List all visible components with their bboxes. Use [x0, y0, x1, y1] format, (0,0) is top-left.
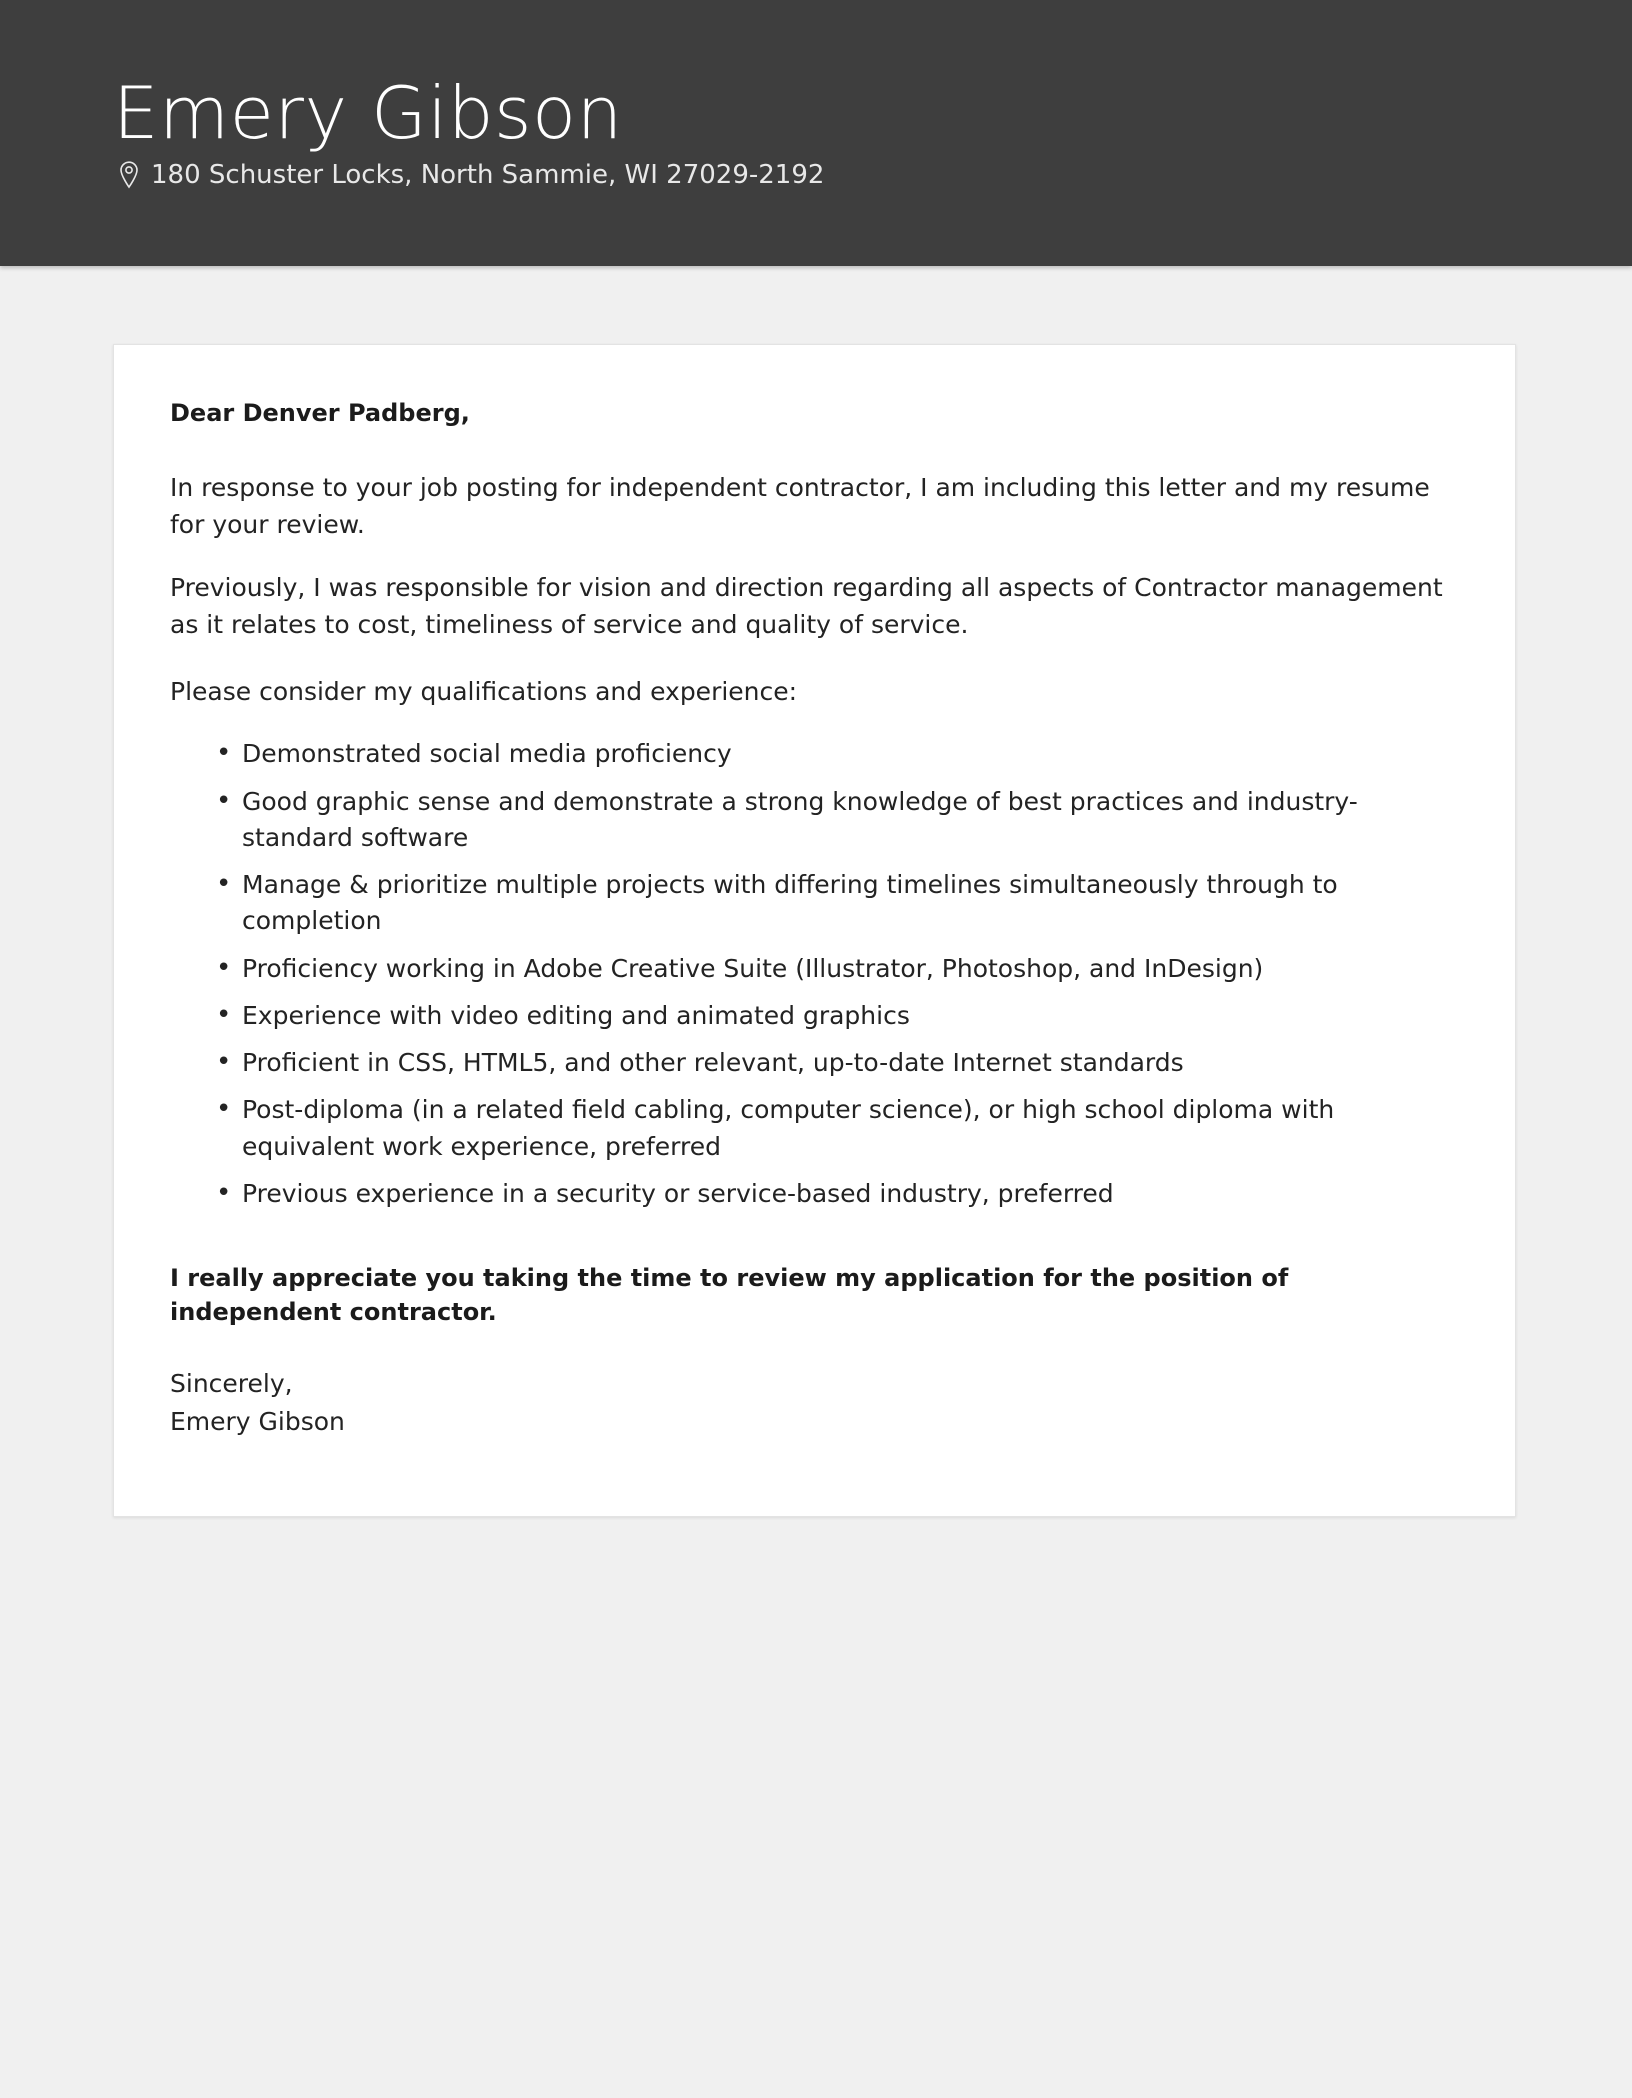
- list-item: • Manage & prioritize multiple projects with differing timelines simultaneously through to completion: [216, 867, 1459, 940]
- closing-statement: I really appreciate you taking the time to review my application for the position of independent contractor.: [170, 1264, 1289, 1326]
- signature-name: Emery Gibson: [170, 1406, 345, 1436]
- qualifications-lead: Please consider my qualifications and experience:: [170, 677, 798, 707]
- experience-paragraph: Previously, I was responsible for vision and direction regarding all aspects of Contractor management as it relates to cost, timeliness of service and quality of service.: [170, 573, 1443, 640]
- location-pin-icon: [117, 160, 141, 190]
- list-item: • Proficient in CSS, HTML5, and other relevant, up-to-date Internet standards: [216, 1045, 1459, 1081]
- cover-letter-card: [113, 344, 1516, 1517]
- page-body: [0, 266, 1632, 1517]
- intro-paragraph: In response to your job posting for independent contractor, I am including this letter and my resume for your review.: [170, 473, 1430, 540]
- list-item: • Post-diploma (in a related field cabling, computer science), or high school diploma with equivalent work experience, preferred: [216, 1092, 1459, 1165]
- salutation: Dear Denver Padberg,: [170, 399, 470, 427]
- contact-line: [117, 160, 1632, 190]
- signature-block: [170, 1365, 1459, 1440]
- list-item: • Previous experience in a security or service-based industry, preferred: [216, 1176, 1459, 1212]
- list-item: • Proficiency working in Adobe Creative Suite (Illustrator, Photoshop, and InDesign): [216, 951, 1459, 987]
- document-header: [0, 0, 1632, 266]
- sign-off-text: Sincerely,: [170, 1369, 293, 1399]
- page-title: Emery Gibson: [113, 71, 623, 156]
- qualifications-list: [170, 736, 1459, 1212]
- list-item: • Experience with video editing and animated graphics: [216, 998, 1459, 1034]
- list-item: • Demonstrated social media proficiency: [216, 736, 1459, 772]
- list-item: • Good graphic sense and demonstrate a strong knowledge of best practices and industry-standard software: [216, 784, 1459, 857]
- address-text: 180 Schuster Locks, North Sammie, WI 27029-2192: [151, 159, 825, 190]
